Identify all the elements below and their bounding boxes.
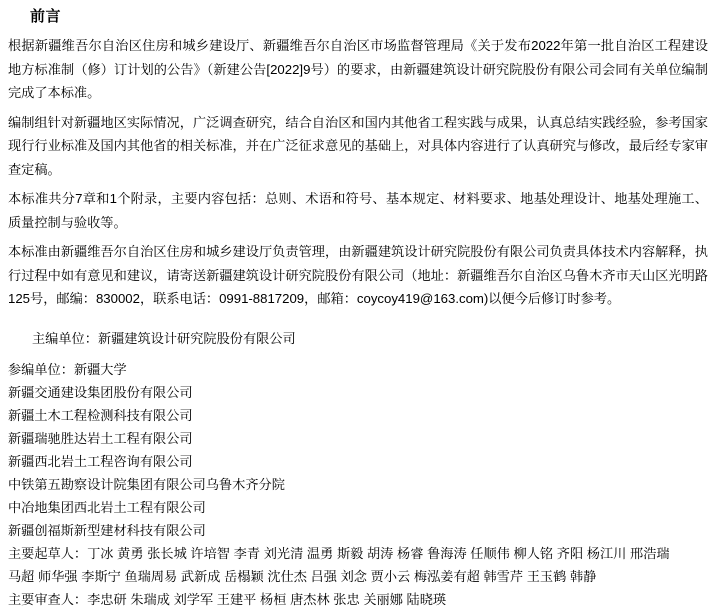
participating-unit-item: 新疆西北岩土工程咨询有限公司 (8, 453, 193, 469)
participating-unit-item: 新疆创福斯新型建材科技有限公司 (8, 522, 206, 538)
reviewers-label: 主要审查人： (8, 591, 88, 607)
chief-editors-label: 主要起草人： (8, 545, 88, 561)
chief-editors-names-2: 马超 师华强 李斯宁 鱼瑞周易 武新成 岳榻颖 沈仕杰 吕强 刘念 贾小云 梅泓姜有超 韩雪芹 王玉鹤 韩静 (8, 568, 597, 584)
paragraph-3: 本标准共分7章和1个附录，主要内容包括：总则、术语和符号、基本规定、材料要求、地基处理设计、地基处理施工、质量控制与验收等。 (8, 191, 708, 230)
paragraph-2: 编制组针对新疆地区实际情况，广泛调查研究，结合自治区和国内其他省工程实践与成果，认真总结实践经验，参考国家现行行业标准及国内其他省的相关标准，并在广泛征求意见的基础上，对具体内容进行了认真研究与修改，最后经专家审查定稿。 (8, 114, 708, 177)
chief-editor-unit-value: 新疆建筑设计研究院股份有限公司 (97, 330, 296, 346)
participating-unit-item: 中冶地集团西北岩土工程有限公司 (8, 499, 206, 515)
chief-editors-block (8, 542, 708, 588)
paragraph-1: 根据新疆维吾尔自治区住房和城乡建设厅、新疆维吾尔自治区市场监督管理局《关于发布2022年第一批自治区工程建设地方标准制（修）订计划的公告》（新建公告[2022]9号）的要求，由新疆建筑设计研究院股份有限公司会同有关单位编制完成了本标准。 (8, 38, 708, 100)
participating-unit-first: 新疆大学 (73, 361, 127, 377)
spacer (8, 350, 708, 358)
page-title: 前言 (30, 8, 62, 25)
reviewers-names: 李忠研 朱瑞成 刘学军 王建平 杨桓 唐杰林 张忠 关丽娜 陆晓瑛 (87, 591, 447, 607)
participating-units-label: 参编单位： (8, 361, 74, 377)
participating-unit-item: 新疆瑞驰胜达岩土工程有限公司 (8, 430, 193, 446)
participating-unit-item: 新疆交通建设集团股份有限公司 (8, 384, 193, 400)
chief-editor-unit-line (32, 327, 708, 350)
participating-unit-item: 新疆土木工程检测科技有限公司 (8, 407, 193, 423)
chief-editors-line (8, 542, 708, 565)
chief-editor-unit-label: 主编单位： (32, 330, 98, 346)
section-spacer (8, 317, 708, 327)
reviewers-line (8, 588, 708, 611)
participating-units-line (8, 358, 708, 381)
chief-editors-names-1: 丁冰 黄勇 张长城 许培智 李青 刘光清 温勇 斯毅 胡涛 杨睿 鲁海涛 任顺伟 柳人铭 齐阳 杨江川 邢浩瑞 (87, 545, 670, 561)
paragraph-4: 本标准由新疆维吾尔自治区住房和城乡建设厅负责管理，由新疆建筑设计研究院股份有限公司负责具体技术内容解释，执行过程中如有意见和建议，请寄送新疆建筑设计研究院股份有限公司（地址：新疆维吾尔自治区乌鲁木齐市天山区光明路125号，邮编：830002，联系电话：0991-8817209，邮箱：coycoy419@163.com)以便今后修订时参考。 (8, 244, 708, 306)
participating-unit-item: 中铁第五勘察设计院集团有限公司乌鲁木齐分院 (8, 476, 285, 492)
